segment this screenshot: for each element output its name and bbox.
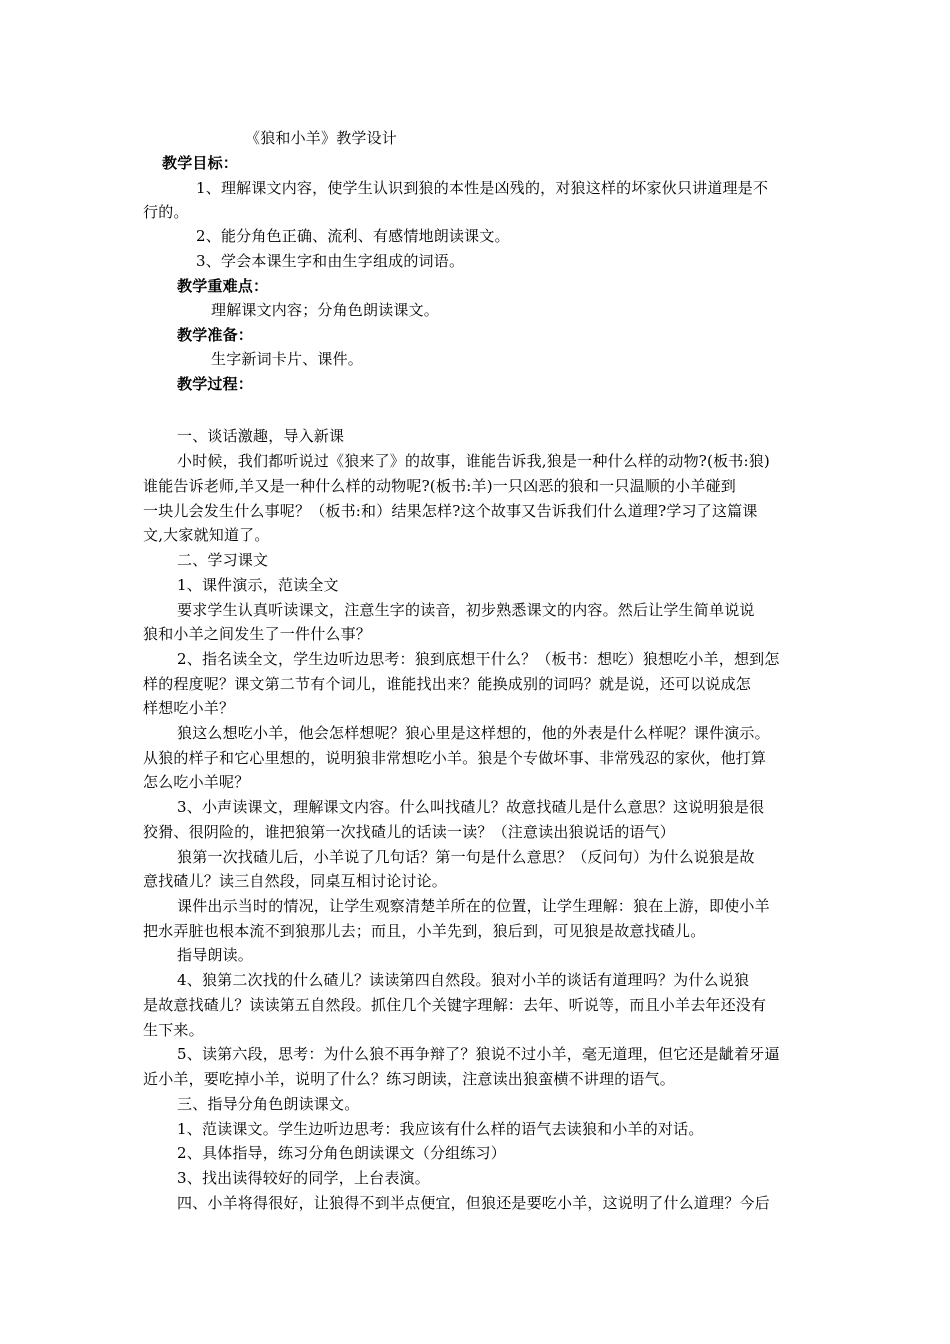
process-heading: 教学过程： [177, 375, 254, 393]
goal-item: 行的。 [143, 203, 189, 221]
process-line: 三、指导分角色朗读课文。 [177, 1095, 360, 1113]
process-line: 是故意找碴儿？读读第五自然段。抓住几个关键字理解：去年、听说等，而且小羊去年还没有 [143, 996, 767, 1014]
process-line: 意找碴儿？读三自然段，同桌互相讨论讨论。 [143, 872, 448, 890]
process-line: 狼和小羊之间发生了一件什么事？ [143, 625, 372, 643]
document-title: 《狼和小羊》教学设计 [245, 129, 398, 147]
process-line: 指导朗读。 [177, 946, 254, 964]
process-line: 二、学习课文 [177, 551, 269, 569]
process-line: 课件出示当时的情况，让学生观察清楚羊所在的位置，让学生理解：狼在上游，即使小羊 [177, 897, 770, 915]
process-line: 样的程度呢？课文第二节有个词儿，谁能找出来？能换成别的词吗？就是说，还可以说成怎 [143, 675, 752, 693]
process-line: 怎么吃小羊呢？ [143, 773, 250, 791]
process-line: 1、范读课文。学生边听边思考：我应该有什么样的语气去读狼和小羊的对话。 [177, 1120, 704, 1138]
process-line: 狡猾、很阴险的，谁把狼第一次找碴儿的话读一读？（注意读出狼说话的语气） [143, 823, 676, 841]
goals-heading: 教学目标： [162, 154, 239, 172]
process-line: 5、读第六段，思考：为什么狼不再争辩了？狼说不过小羊，毫无道理，但它还是龇着牙逼 [177, 1045, 780, 1063]
process-line: 样想吃小羊？ [143, 699, 235, 717]
process-line: 一、谈话激趣，导入新课 [177, 427, 345, 445]
process-line: 2、具体指导，练习分角色朗读课文（分组练习） [177, 1144, 506, 1162]
prep-text: 生字新词卡片、课件。 [211, 350, 364, 368]
process-line: 1、课件演示，范读全文 [177, 576, 339, 594]
process-line: 2、指名读全文，学生边听边思考：狼到底想干什么？（板书：想吃）狼想吃小羊，想到怎 [177, 650, 780, 668]
process-line: 从狼的样子和它心里想的，说明狼非常想吃小羊。狼是个专做坏事、非常残忍的家伙，他打算 [143, 749, 767, 767]
process-line: 四、小羊将得很好，让狼得不到半点便宜，但狼还是要吃小羊，这说明了什么道理？今后 [177, 1194, 770, 1212]
process-line: 要求学生认真听读课文，注意生字的读音，初步熟悉课文的内容。然后让学生简单说说 [177, 601, 755, 619]
prep-heading: 教学准备： [177, 326, 254, 344]
goal-item: 2、能分角色正确、流利、有感情地朗读课文。 [196, 227, 510, 245]
process-line: 4、狼第二次找的什么碴儿？读读第四自然段。狼对小羊的谈话有道理吗？为什么说狼 [177, 971, 750, 989]
process-line: 谁能告诉老师,羊又是一种什么样的动物呢?(板书:羊)一只凶恶的狼和一只温顺的小羊碰到 [143, 477, 736, 495]
process-line: 狼第一次找碴儿后，小羊说了几句话？第一句是什么意思？（反问句）为什么说狼是故 [177, 848, 755, 866]
process-line: 小时候，我们都听说过《狼来了》的故事，谁能告诉我,狼是一种什么样的动物?(板书:狼) [177, 452, 770, 470]
process-line: 3、小声读课文，理解课文内容。什么叫找碴儿？故意找碴儿是什么意思？这说明狼是很 [177, 798, 765, 816]
goal-item: 1、理解课文内容，使学生认识到狼的本性是凶残的，对狼这样的坏家伙只讲道理是不 [196, 179, 769, 197]
process-line: 生下来。 [143, 1021, 204, 1039]
keypoints-text: 理解课文内容；分角色朗读课文。 [211, 301, 440, 319]
process-line: 3、找出读得较好的同学，上台表演。 [177, 1169, 430, 1187]
process-line: 狼这么想吃小羊，他会怎样想呢？狼心里是这样想的，他的外表是什么样呢？课件演示。 [177, 724, 770, 742]
keypoints-heading: 教学重难点： [177, 277, 269, 295]
process-line: 文,大家就知道了。 [143, 526, 270, 544]
process-line: 近小羊，要吃掉小羊，说明了什么？练习朗读，注意读出狼蛮横不讲理的语气。 [143, 1070, 676, 1088]
goal-item: 3、学会本课生字和由生字组成的词语。 [196, 252, 465, 270]
process-line: 一块儿会发生什么事呢？（板书:和）结果怎样?这个故事又告诉我们什么道理?学习了这篇课 [143, 502, 758, 520]
process-line: 把水弄脏也根本流不到狼那儿去；而且，小羊先到，狼后到，可见狼是故意找碴儿。 [143, 922, 706, 940]
